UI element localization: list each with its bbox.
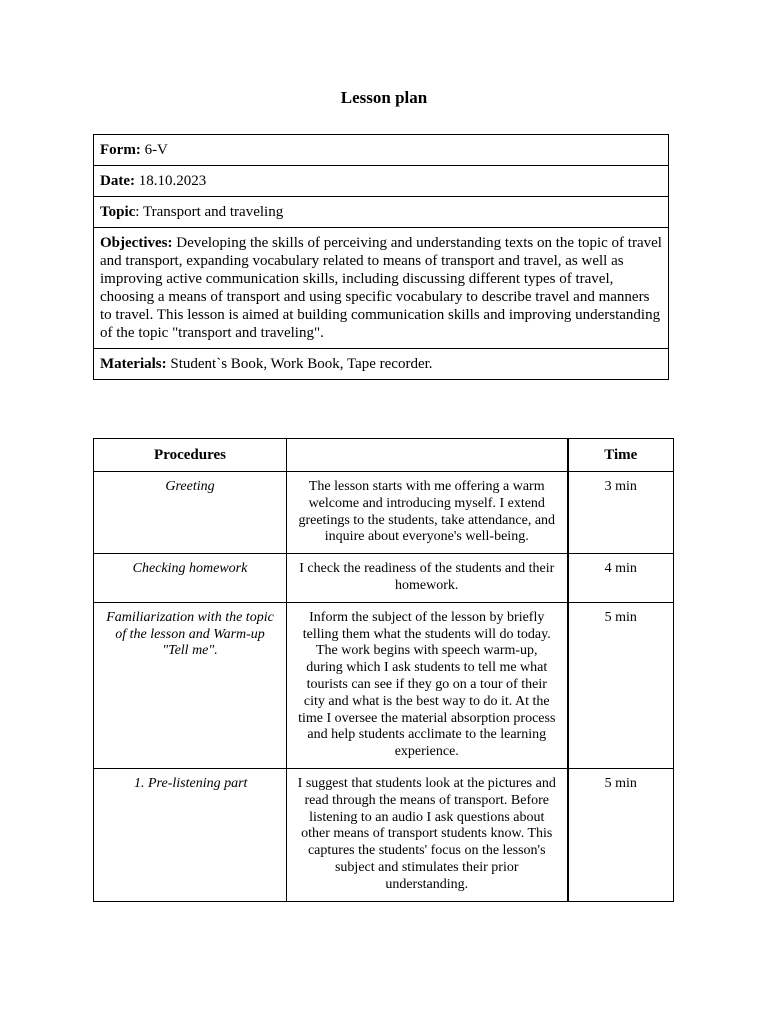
topic-value: : Transport and traveling — [135, 204, 284, 220]
form-value: 6-V — [140, 142, 168, 158]
description-cell: Inform the subject of the lesson by briefly telling them what the students will do today. The work begins with speech warm-up, during which I ask students to tell me what tourists can see if they go on a tour of their city and what is the best way to do it. At the time I oversee the material absorption process and help students acclimate to the learning experience. — [287, 602, 568, 768]
time-cell: 3 min — [568, 472, 674, 554]
date-label: Date: — [100, 173, 135, 189]
description-cell: I check the readiness of the students and their homework. — [287, 554, 568, 603]
stage-cell: Familiarization with the topic of the lesson and Warm-up "Tell me". — [94, 602, 287, 768]
description-header — [287, 439, 568, 472]
stage-cell: Greeting — [94, 472, 287, 554]
time-cell: 5 min — [568, 768, 674, 901]
materials-row — [94, 349, 669, 380]
date-row — [94, 166, 669, 197]
table-row — [94, 602, 674, 768]
table-row — [94, 554, 674, 603]
form-row — [94, 135, 669, 166]
objectives-label: Objectives: — [100, 235, 173, 251]
procedures-table — [93, 438, 674, 902]
date-value: 18.10.2023 — [134, 173, 207, 189]
form-label: Form: — [100, 142, 141, 158]
objectives-row — [94, 228, 669, 349]
time-cell: 5 min — [568, 602, 674, 768]
stage-cell: Checking homework — [94, 554, 287, 603]
materials-cell — [94, 349, 669, 380]
topic-row — [94, 197, 669, 228]
time-cell: 4 min — [568, 554, 674, 603]
topic-cell — [94, 197, 669, 228]
description-cell: The lesson starts with me offering a warm welcome and introducing myself. I extend greetings to the students, take attendance, and inquire about everyone's well-being. — [287, 472, 568, 554]
topic-label: Topic — [100, 204, 136, 220]
procedures-header-row — [94, 439, 674, 472]
date-cell — [94, 166, 669, 197]
objectives-value: Developing the skills of perceiving and understanding texts on the topic of travel and transport, expanding vocabulary related to means of transport and travel, as well as improving active communication skills, including discussing different types of travel, choosing a means of transport and using specific vocabulary to describe travel and manners to travel. This lesson is aimed at building communication skills and improving understanding of the topic "transport and traveling". — [100, 235, 662, 341]
materials-label: Materials: — [100, 356, 167, 372]
table-row — [94, 472, 674, 554]
table-row — [94, 768, 674, 901]
form-cell — [94, 135, 669, 166]
objectives-cell — [94, 228, 669, 349]
materials-value: Student`s Book, Work Book, Tape recorder. — [166, 356, 433, 372]
time-header: Time — [568, 439, 674, 472]
stage-cell: 1. Pre-listening part — [94, 768, 287, 901]
procedures-header: Procedures — [94, 439, 287, 472]
page-title: Lesson plan — [340, 88, 428, 107]
description-cell: I suggest that students look at the pictures and read through the means of transport. Before listening to an audio I ask questions about other means of transport students know. This captures the students' focus on the lesson's subject and stimulates their prior understanding. — [287, 768, 568, 901]
lesson-info-table — [93, 134, 669, 380]
